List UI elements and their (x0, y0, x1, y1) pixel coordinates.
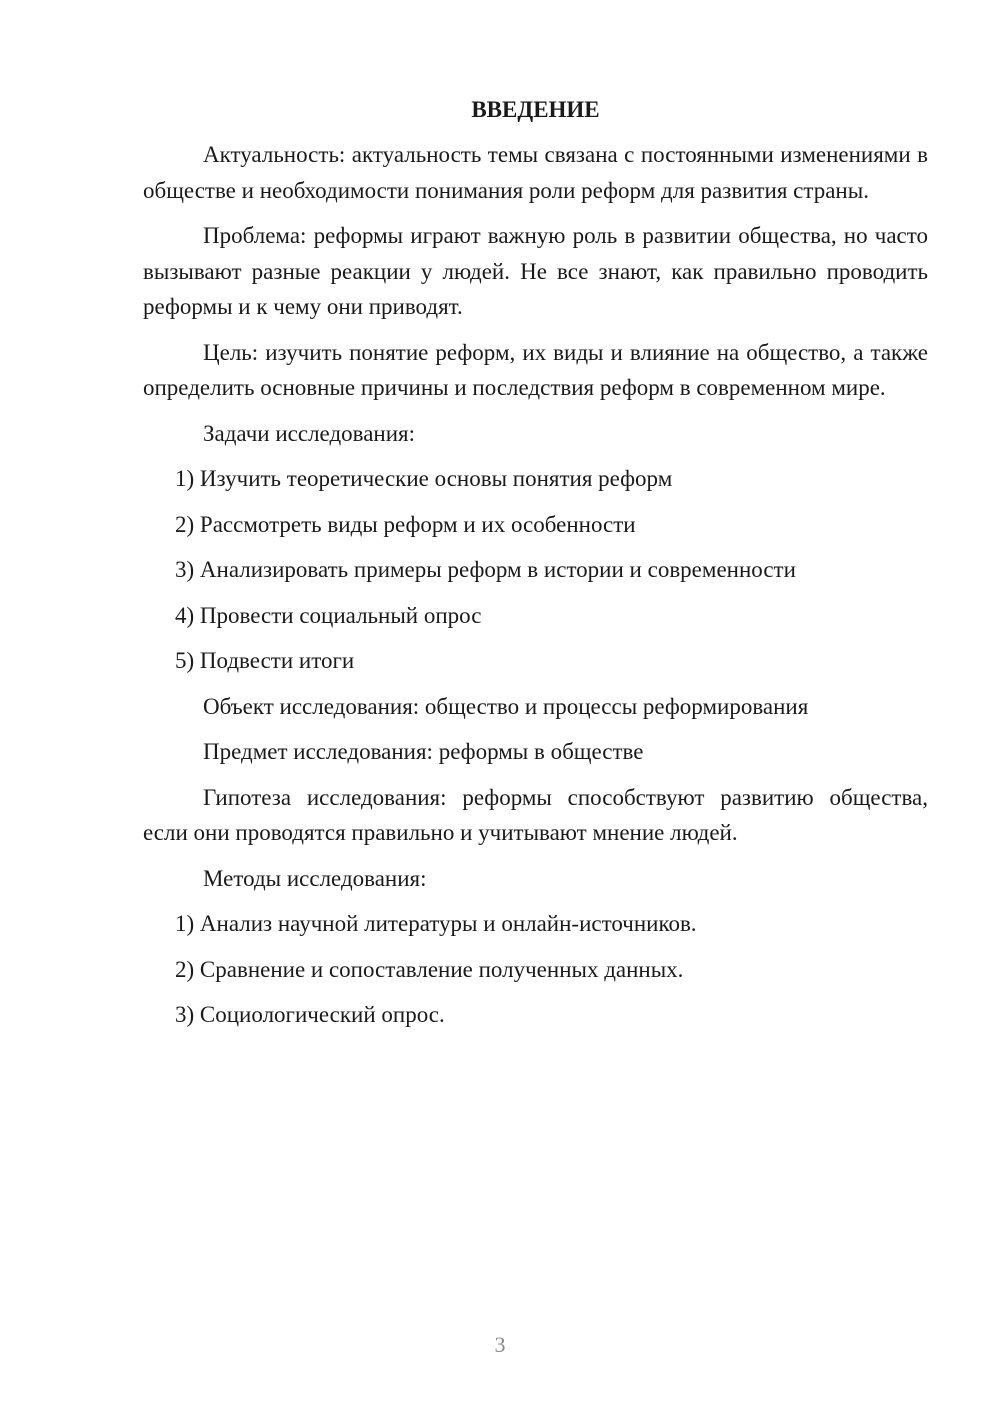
page-title: ВВЕДЕНИЕ (471, 97, 600, 122)
page-number: 3 (494, 1332, 506, 1357)
task-item-4: 4) Провести социальный опрос (175, 602, 482, 628)
method-item-2: 2) Сравнение и сопоставление полученных данных. (175, 956, 684, 982)
method-item-1: 1) Анализ научной литературы и онлайн-источников. (175, 911, 697, 936)
problem-paragraph: Проблема: реформы играют важную роль в развитии общества, но часто вызывают разные реакции у людей. Не все знают, как правильно проводить реформы и к чему они приводят. (143, 223, 928, 319)
method-item-3: 3) Социологический опрос. (175, 1002, 445, 1027)
goal-paragraph: Цель: изучить понятие реформ, их виды и влияние на общество, а также определить основные причины и последствия реформ в современном мире. (143, 339, 928, 400)
document-body (143, 92, 928, 1043)
task-item-5: 5) Подвести итоги (175, 648, 355, 673)
task-item-3: 3) Анализировать примеры реформ в истории и современности (175, 557, 796, 582)
relevance-paragraph: Актуальность: актуальность темы связана с постоянными изменениями в обществе и необходимости понимания роли реформ для развития страны. (143, 142, 928, 203)
task-item-1: 1) Изучить теоретические основы понятия реформ (175, 466, 673, 491)
subject-line: Предмет исследования: реформы в обществе (203, 739, 644, 764)
methods-heading: Методы исследования: (203, 865, 427, 891)
hypothesis-paragraph: Гипотеза исследования: реформы способствуют развитию общества, если они проводятся правильно и учитывают мнение людей. (143, 784, 928, 845)
task-item-2: 2) Рассмотреть виды реформ и их особенности (175, 511, 636, 537)
object-line: Объект исследования: общество и процессы реформирования (203, 693, 809, 719)
tasks-heading: Задачи исследования: (203, 420, 416, 446)
